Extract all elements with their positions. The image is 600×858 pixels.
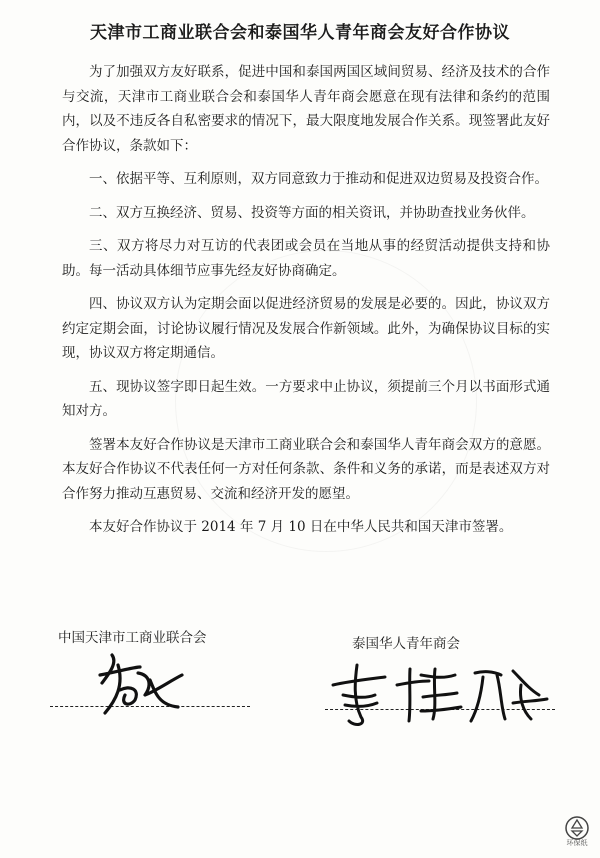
paragraph-clause-2: 二、双方互换经济、贸易、投资等方面的相关资讯，并协助查找业务伙伴。 bbox=[89, 204, 535, 221]
document-body bbox=[62, 60, 550, 549]
document-title: 天津市工商业联合会和泰国华人青年商会友好合作协议 bbox=[90, 23, 510, 43]
paragraph-signing-date: 本友好合作协议于 2014 年 7 月 10 日在中华人民共和国天津市签署。 bbox=[89, 519, 513, 535]
eco-paper-label: 环保纸 bbox=[566, 839, 588, 847]
paragraph-clause-5: 五、现协议签字即日起生效。一方要求中止协议，须提前三个月以书面形式通知对方。 bbox=[62, 378, 550, 419]
signatory-right-label: 泰国华人青年商会 bbox=[352, 636, 460, 652]
paragraph-clause-4: 四、协议双方认为定期会面以促进经济贸易的发展是必要的。因此，协议双方约定定期会面，讨论协议履行情况及发展合作新领域。此外，为确保协议目标的实现，协议双方将定期通信。 bbox=[62, 296, 550, 361]
paragraph-clause-1: 一、依据平等、互利原则，双方同意致力于推动和促进双边贸易及投资合作。 bbox=[89, 171, 548, 187]
paragraph-intent: 签署本友好合作协议是天津市工商业联合会和泰国华人青年商会双方的意愿。本友好合作协议不代表任何一方对任何条款、条件和义务的承诺，而是表述双方对合作努力推动互惠贸易、交流和经济开发的愿望。 bbox=[62, 436, 550, 502]
signatory-left-label: 中国天津市工商业联合会 bbox=[58, 630, 207, 646]
paragraph-intro: 为了加强双方友好联系，促进中国和泰国两国区域间贸易、经济及技术的合作与交流，天津市工商业联合会和泰国华人青年商会愿意在现有法律和条约的范围内，以及不违反各自私密要求的情况下，最大限度地发展合作关系。现签署此友好合作协议，条款如下： bbox=[62, 64, 550, 154]
signature-left-handwritten bbox=[90, 645, 190, 720]
signature-right-handwritten bbox=[325, 655, 550, 730]
paragraph-clause-3: 三、双方将尽力对互访的代表团或会员在当地从事的经贸活动提供支持和协助。每一活动具体细节应事先经友好协商确定。 bbox=[62, 238, 550, 279]
